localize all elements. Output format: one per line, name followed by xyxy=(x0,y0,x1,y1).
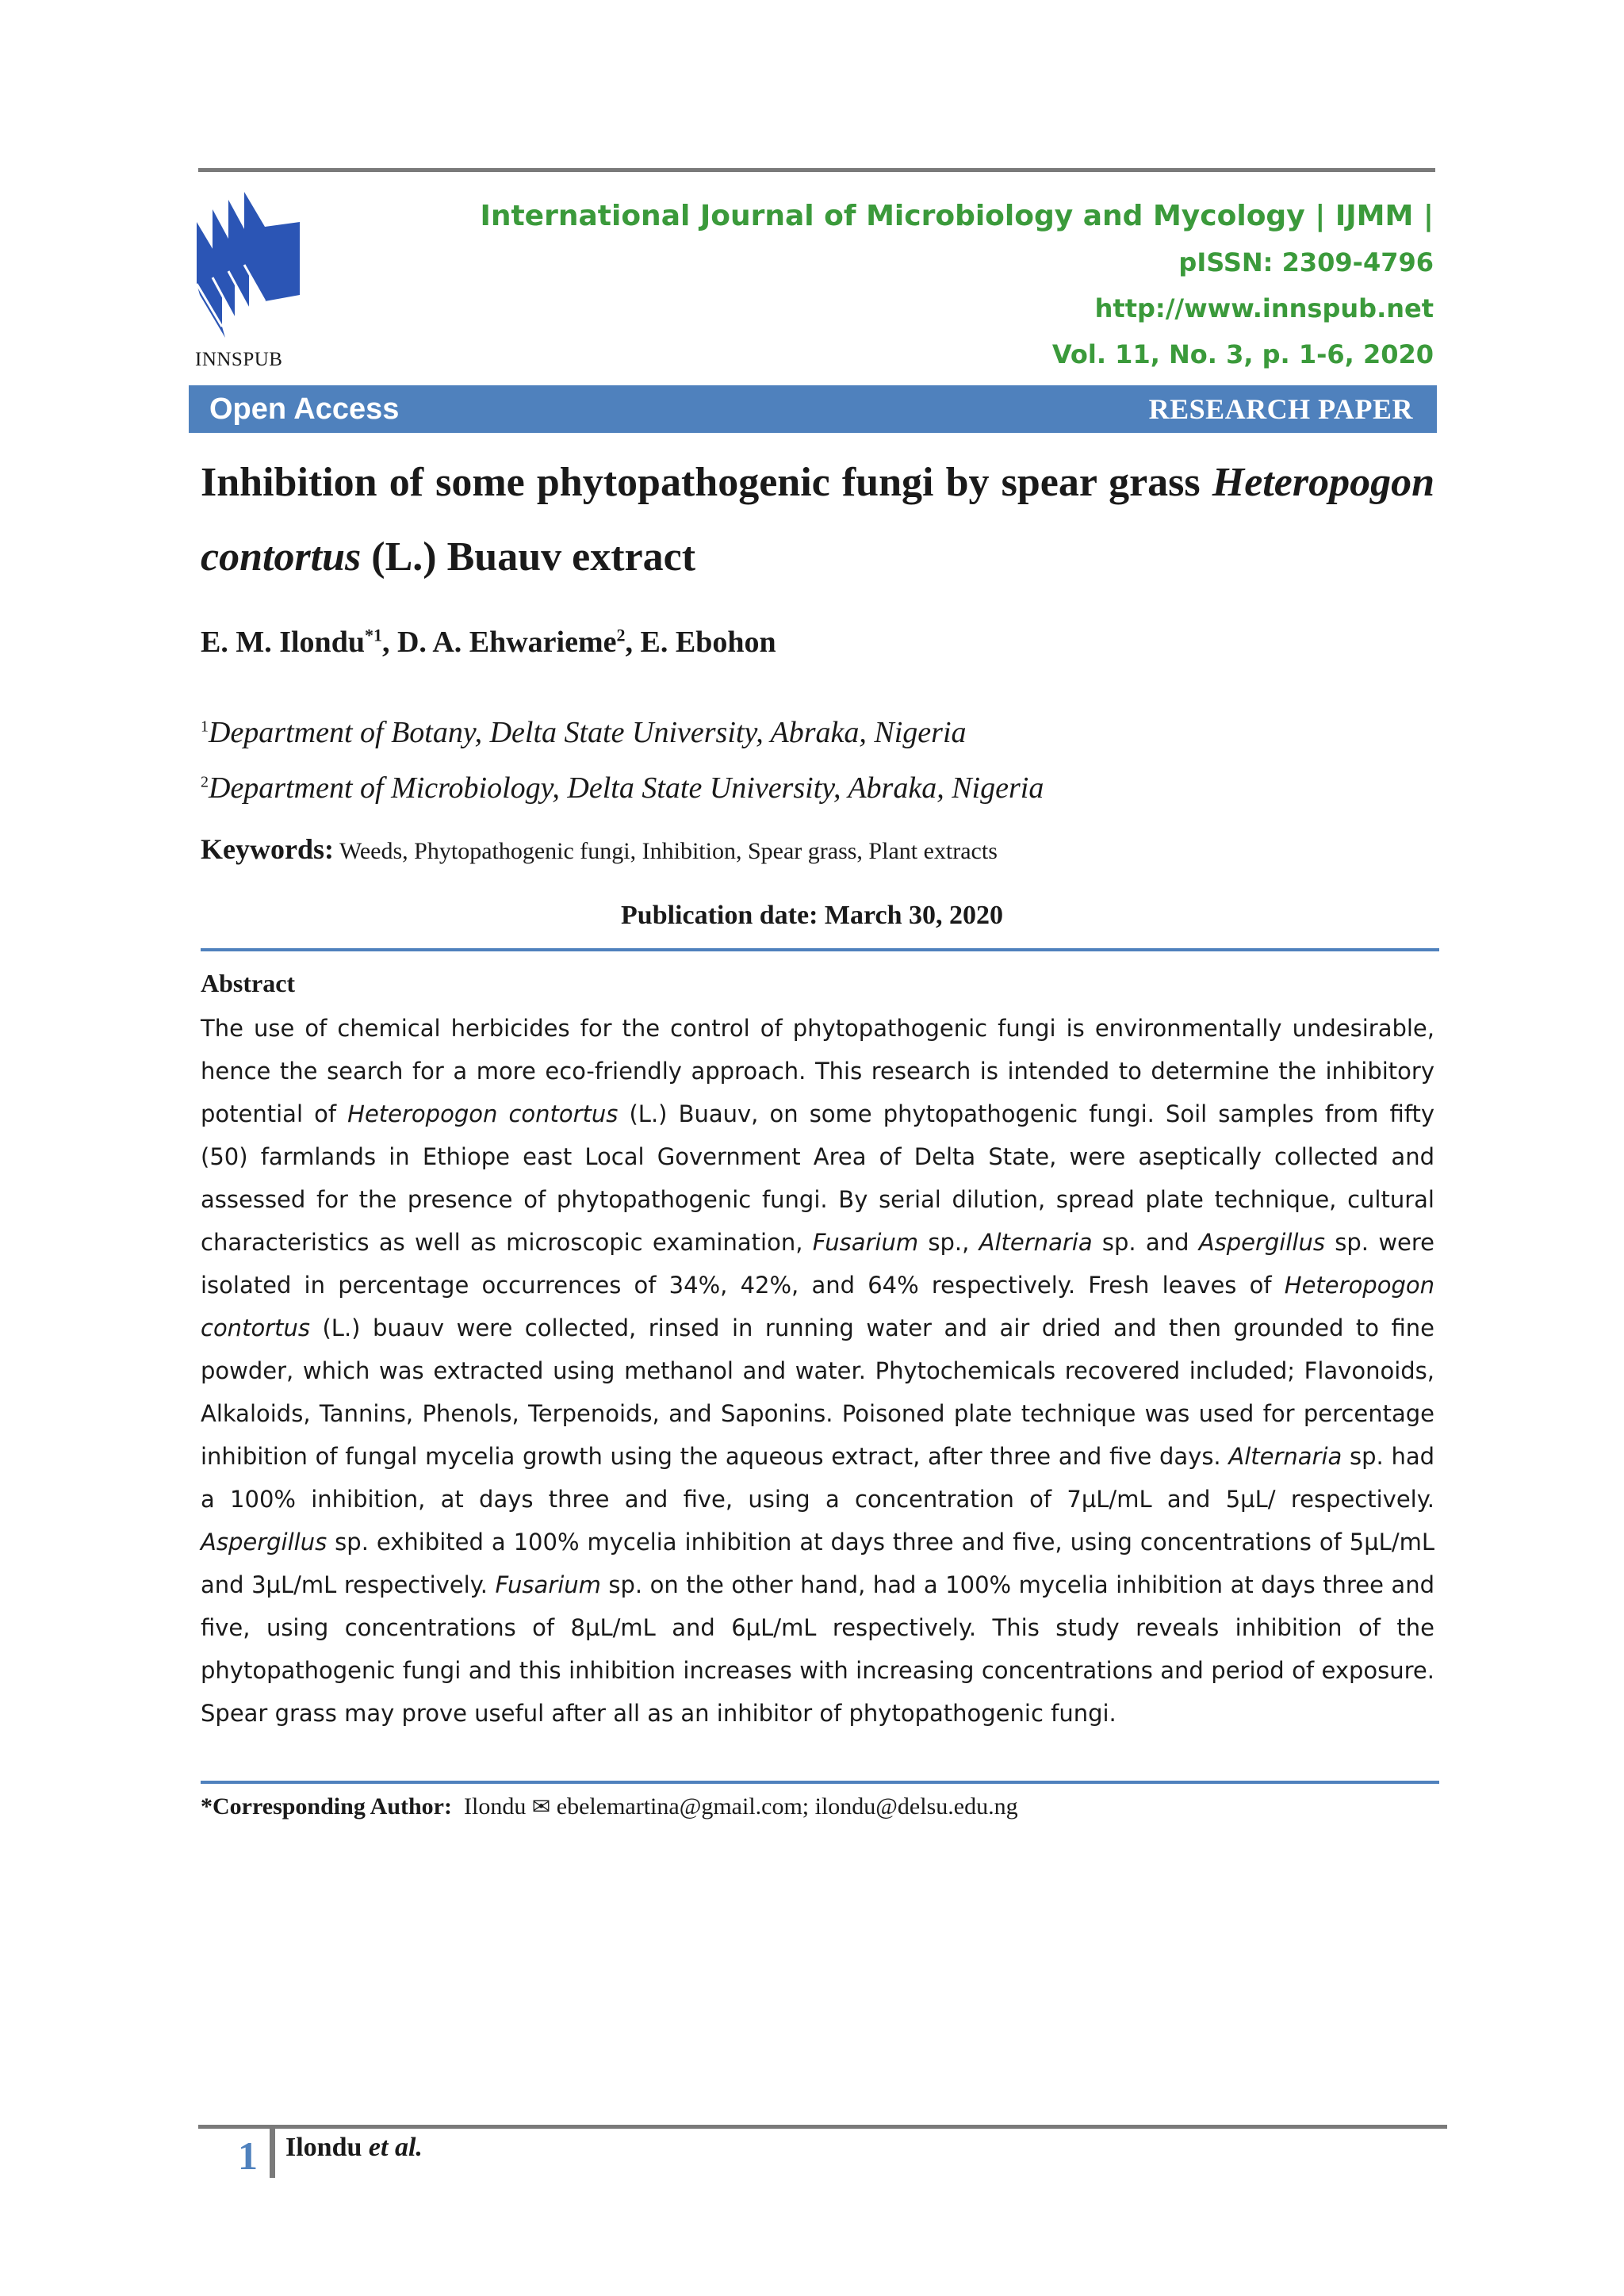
paper-type-label: RESEARCH PAPER xyxy=(1148,393,1413,425)
abstract-text: sp. had a 100% inhibition, at days three and five, using a concentration of 7µL/mL and 5µL/ respectively. xyxy=(201,1443,1434,1513)
header-top-rule xyxy=(198,168,1435,172)
abstract-text: (L.) Buauv, on some phytopathogenic fungi. Soil samples from fifty (50) farmlands in Ethiope east Local Government Area of Delta State, were aseptically collected and assessed for the presence of phytopathogenic fungi. By serial dilution, spread plate technique, cultural characteristics as well as microscopic examination, xyxy=(201,1100,1435,1256)
affiliation-text: Department of Botany, Delta State University, Abraka, Nigeria xyxy=(209,716,967,749)
author-mark: 2 xyxy=(616,625,626,645)
keywords-text: Weeds, Phytopathogenic fungi, Inhibition, Spear grass, Plant extracts xyxy=(339,838,998,864)
abstract-species: Fusarium xyxy=(495,1571,601,1598)
abstract-text: The use of chemical herbicides for the control of phytopathogenic fungi is environmentally undesirable, hence the search for a more eco-friendly approach. This research is intended to determine the inhibitory potential of xyxy=(201,1015,1434,1127)
corresponding-mark: * xyxy=(201,1793,213,1820)
journal-volume: Vol. 11, No. 3, p. 1-6, 2020 xyxy=(1051,339,1434,369)
open-access-label: Open Access xyxy=(209,392,400,426)
author-list xyxy=(201,625,776,660)
abstract-species: Aspergillus xyxy=(201,1529,327,1556)
author-separator: , xyxy=(625,626,641,659)
running-author-etal: et al. xyxy=(368,2133,423,2162)
running-author xyxy=(285,2133,423,2163)
abstract-top-rule xyxy=(201,948,1439,951)
footer-divider xyxy=(270,2127,275,2178)
affiliation-1 xyxy=(201,715,967,750)
paper-title xyxy=(201,446,1434,595)
affiliation-mark: 2 xyxy=(201,773,209,791)
title-part-2: (L.) Buauv extract xyxy=(361,534,696,580)
affiliation-2 xyxy=(201,771,1044,806)
keywords xyxy=(201,832,998,866)
abstract-bottom-rule xyxy=(201,1781,1439,1784)
page-number: 1 xyxy=(238,2133,258,2178)
corresponding-emails[interactable]: ebelemartina@gmail.com; ilondu@delsu.edu.ng xyxy=(556,1793,1018,1820)
publication-date: Publication date: March 30, 2020 xyxy=(621,901,1003,930)
abstract-species: Alternaria xyxy=(1228,1443,1342,1470)
envelope-icon: ✉ xyxy=(531,1793,551,1820)
abstract-species: Fusarium xyxy=(812,1229,919,1256)
running-author-name: Ilondu xyxy=(285,2133,362,2162)
title-part-1: Inhibition of some phytopathogenic fungi by spear grass xyxy=(201,460,1212,505)
author-name: E. M. Ilondu xyxy=(201,626,365,659)
journal-name: International Journal of Microbiology and Mycology | IJMM | xyxy=(480,200,1434,232)
affiliation-mark: 1 xyxy=(201,718,209,736)
author-separator: , xyxy=(381,626,397,659)
corresponding-label: Corresponding Author: xyxy=(213,1793,452,1820)
corresponding-name: Ilondu xyxy=(464,1793,527,1820)
author-name: E. Ebohon xyxy=(640,626,776,659)
publisher-name: INNSPUB xyxy=(195,349,283,370)
journal-issn: pISSN: 2309-4796 xyxy=(1178,247,1434,277)
footer-rule xyxy=(198,2125,1447,2129)
affiliation-text: Department of Microbiology, Delta State University, Abraka, Nigeria xyxy=(209,771,1044,805)
author-name: D. A. Ehwarieme xyxy=(396,626,617,659)
abstract-text: sp. and xyxy=(1092,1229,1199,1256)
book-stack-icon xyxy=(189,190,308,349)
corresponding-author xyxy=(201,1793,1018,1820)
title-species: Heteropogon contortus xyxy=(201,460,1434,580)
abstract-heading: Abstract xyxy=(201,969,296,997)
abstract-species: Heteropogon contortus xyxy=(347,1100,619,1127)
abstract-text: sp. were isolated in percentage occurrences of 34%, 42%, and 64% respectively. Fresh leaves of xyxy=(201,1229,1435,1299)
abstract-text: sp. on the other hand, had a 100% mycelia inhibition at days three and five, using concentrations of 8µL/mL and 6µL/mL respectively. This study reveals inhibition of the phytopathogenic fungi and this inhibition increases with increasing concentrations and period of exposure. Spear grass may prove useful after all as an inhibitor of phytopathogenic fungi. xyxy=(201,1571,1434,1727)
access-banner xyxy=(189,385,1437,433)
abstract-species: Alternaria xyxy=(979,1229,1093,1256)
abstract-text: sp., xyxy=(918,1229,979,1256)
abstract-species: Aspergillus xyxy=(1198,1229,1325,1256)
journal-url[interactable]: http://www.innspub.net xyxy=(1094,293,1434,323)
keywords-label: Keywords: xyxy=(201,833,334,865)
abstract-body xyxy=(201,1007,1434,1735)
innspub-logo xyxy=(189,190,308,373)
abstract-species: Heteropogon contortus xyxy=(201,1272,1434,1341)
abstract-text: sp. exhibited a 100% mycelia inhibition at days three and five, using concentrations of 5µL/mL and 3µL/mL respectively. xyxy=(201,1529,1434,1598)
author-mark: *1 xyxy=(364,625,382,645)
abstract-text: (L.) buauv were collected, rinsed in running water and air dried and then grounded to fine powder, which was extracted using methanol and water. Phytochemicals recovered included; Flavonoids, Alkaloids, Tannins, Phenols, Terpenoids, and Saponins. Poisoned plate technique was used for percentage inhibition of fungal mycelia growth using the aqueous extract, after three and five days. xyxy=(201,1314,1434,1470)
